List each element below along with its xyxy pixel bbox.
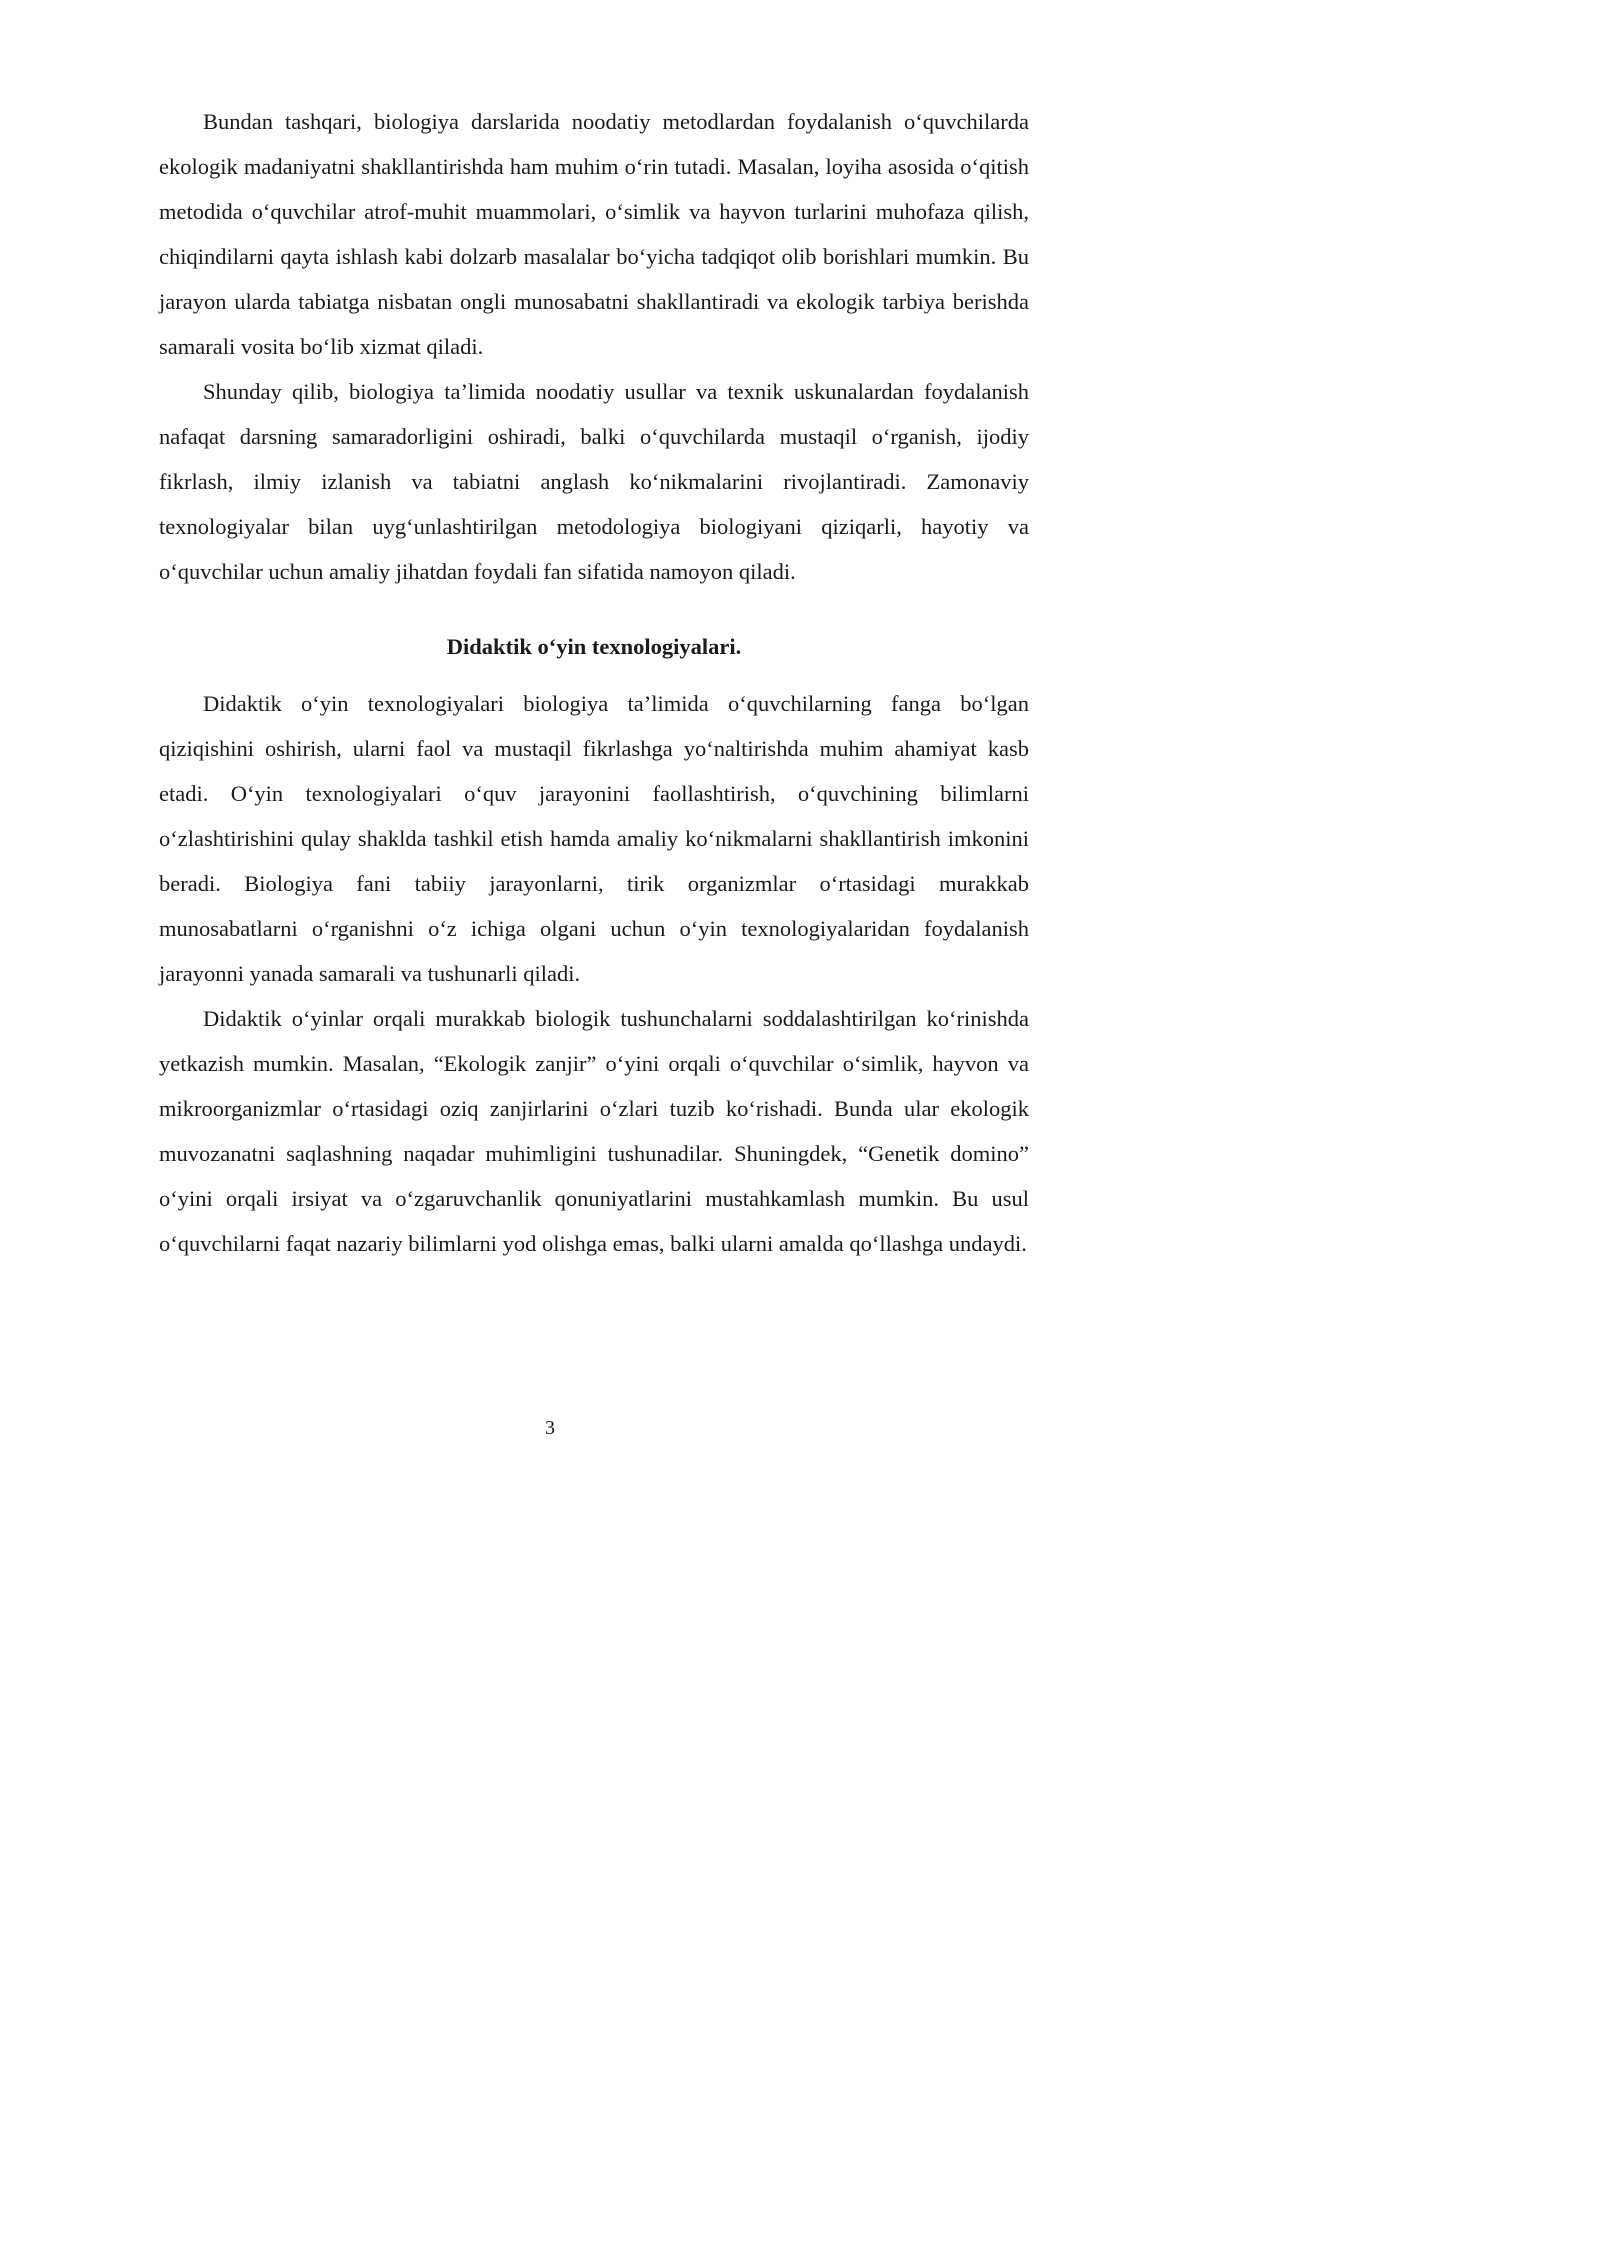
paragraph-ecological-culture: Bundan tashqari, biologiya darslarida noodatiy metodlardan foydalanish o‘quvchilarda ekologik madaniyatni shakllantirishda ham muhim o‘rin tutadi. Masalan, loyiha asosida o‘qitish metodida o‘quvchilar atrof-muhit muammolari, o‘simlik va hayvon turlarini muhofaza qilish, chiqindilarni qayta ishlash kabi dolzarb masalalar bo‘yicha tadqiqot olib borishlari mumkin. Bu jarayon ularda tabiatga nisbatan ongli munosabatni shakllantiradi va ekologik tarbiya berishda samarali vosita bo‘lib xizmat qiladi.: [159, 109, 1029, 359]
paragraph-game-technologies: Didaktik o‘yin texnologiyalari biologiya ta’limida o‘quvchilarning fanga bo‘lgan qiziqishini oshirish, ularni faol va mustaqil fikrlashga yo‘naltirishda muhim ahamiyat kasb etadi. O‘yin texnologiyalari o‘quv jarayonini faollashtirish, o‘quvchining bilimlarni o‘zlashtirishini qulay shaklda tashkil etish hamda amaliy ko‘nikmalarni shakllantirish imkonini beradi. Biologiya fani tabiiy jarayonlarni, tirik organizmlar o‘rtasidagi murakkab munosabatlarni o‘rganishni o‘z ichiga olgani uchun o‘yin texnologiyalaridan foydalanish jarayonni yanada samarali va tushunarli qiladi.: [159, 691, 1029, 986]
paragraph-didactic-games: Didaktik o‘yinlar orqali murakkab biologik tushunchalarni soddalashtirilgan ko‘rinishda yetkazish mumkin. Masalan, “Ekologik zanjir” o‘yini orqali o‘quvchilar o‘simlik, hayvon va mikroorganizmlar o‘rtasidagi oziq zanjirlarini o‘zlari tuzib ko‘rishadi. Bunda ular ekologik muvozanatni saqlashning naqadar muhimligini tushunadilar. Shuningdek, “Genetik domino” o‘yini orqali irsiyat va o‘zgaruvchanlik qonuniyatlarini mustahkamlash mumkin. Bu usul o‘quvchilarni faqat nazariy bilimlarni yod olishga emas, balki ularni amalda qo‘llashga undaydi.: [159, 1006, 1029, 1256]
document-page: [0, 0, 1100, 1555]
paragraph-conclusion: Shunday qilib, biologiya ta’limida noodatiy usullar va texnik uskunalardan foydalanish nafaqat darsning samaradorligini oshiradi, balki o‘quvchilarda mustaqil o‘rganish, ijodiy fikrlash, ilmiy izlanish va tabiatni anglash ko‘nikmalarini rivojlantiradi. Zamonaviy texnologiyalar bilan uyg‘unlashtirilgan metodologiya biologiyani qiziqarli, hayotiy va o‘quvchilar uchun amaliy jihatdan foydali fan sifatida namoyon qiladi.: [159, 379, 1029, 584]
page-number: 3: [545, 1417, 555, 1439]
page-body: [159, 99, 1029, 1266]
section-heading: Didaktik o‘yin texnologiyalari.: [446, 634, 742, 659]
